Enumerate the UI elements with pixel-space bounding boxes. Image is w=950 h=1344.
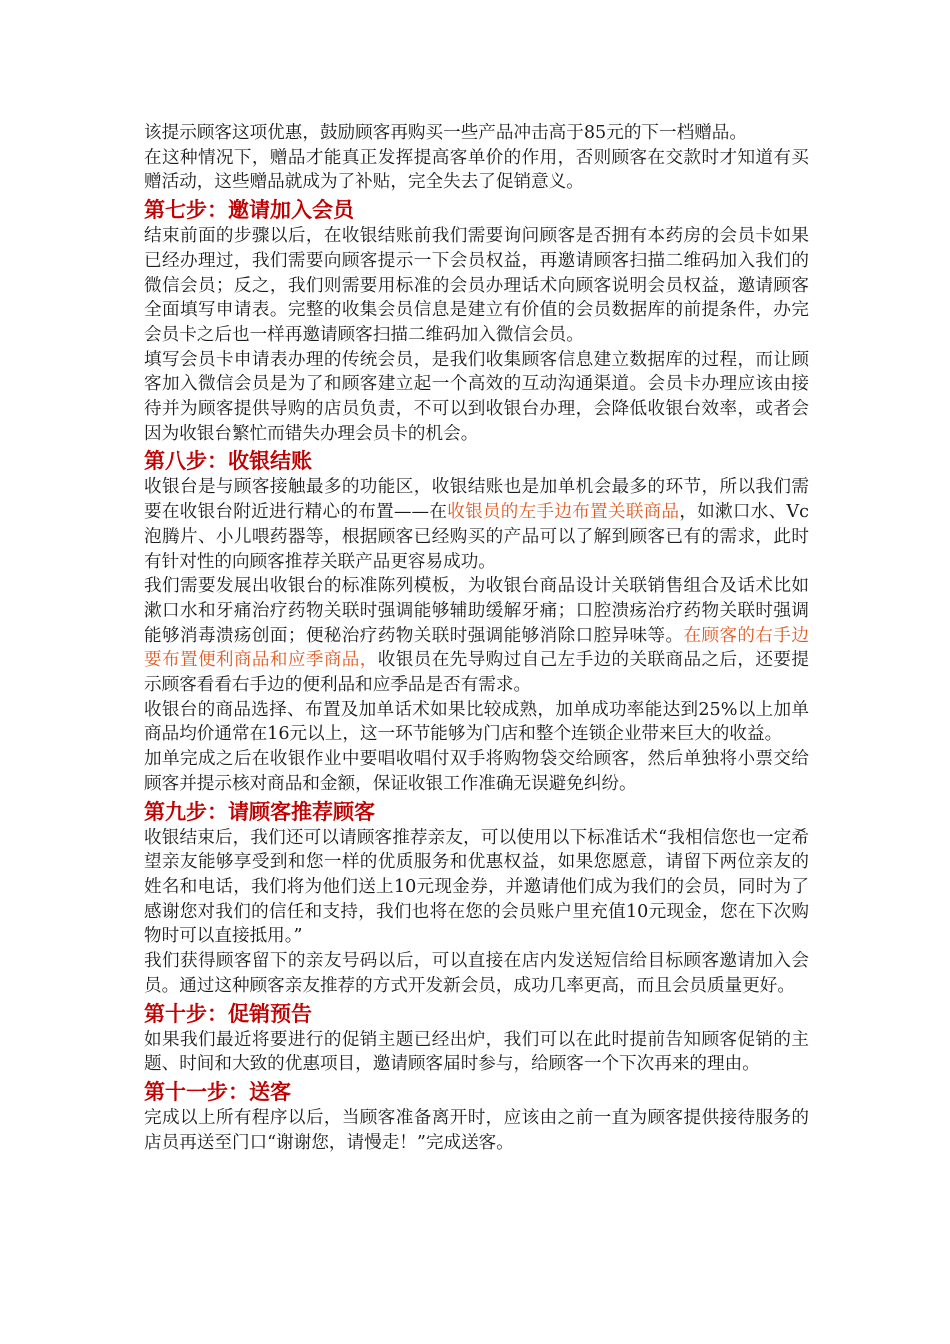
document-page <box>144 121 809 1155</box>
step9-paragraph-1: 收银结束后，我们还可以请顾客推荐亲友，可以使用以下标准话术“我相信您也一定希望亲友能够享受到和您一样的优质服务和优惠权益，如果您愿意，请留下两位亲友的姓名和电话，我们将为他们送上10元现金券，并邀请他们成为我们的会员，同时为了感谢您对我们的信任和支持，我们也将在您的会员账户里充值10元现金，您在下次购物时可以直接抵用。” <box>144 827 809 947</box>
step8-p2-text-b: 收银员在先导购过自己左手边的关联商品之后，还要提示顾客看看右手边的便利品和应季品是否有需求。 <box>144 650 809 696</box>
step9-heading: 第九步：请顾客推荐顾客 <box>144 799 375 824</box>
intro-paragraph-1: 该提示顾客这项优惠，鼓励顾客再购买一些产品冲击高于85元的下一档赠品。 <box>144 123 747 143</box>
step10-paragraph-1: 如果我们最近将要进行的促销主题已经出炉，我们可以在此时提前告知顾客促销的主题、时间和大致的优惠项目，邀请顾客届时参与，给顾客一个下次再来的理由。 <box>144 1029 809 1075</box>
step9-paragraph-2: 我们获得顾客留下的亲友号码以后，可以直接在店内发送短信给目标顾客邀请加入会员。通过这种顾客亲友推荐的方式开发新会员，成功几率更高，而且会员质量更好。 <box>144 951 809 996</box>
step8-paragraph-2 <box>144 574 809 698</box>
step10-heading: 第十步：促销预告 <box>144 1001 312 1026</box>
step8-heading: 第八步：收银结账 <box>144 449 312 474</box>
step8-paragraph-1 <box>144 475 809 574</box>
step8-p1-highlight: 收银员的左手边布置关联商品 <box>447 502 680 523</box>
step8-p1-text-b: ，如漱口水、Vc泡腾片、小儿喂药器等，根据顾客已经购买的产品可以了解到顾客已有的需求，此时有针对性的向顾客推荐关联产品更容易成功。 <box>144 502 809 572</box>
intro-paragraph-2: 在这种情况下，赠品才能真正发挥提高客单价的作用，否则顾客在交款时才知道有买赠活动，这些赠品就成为了补贴，完全失去了促销意义。 <box>144 147 809 193</box>
step7-heading: 第七步：邀请加入会员 <box>144 198 354 223</box>
step7-paragraph-2: 填写会员卡申请表办理的传统会员，是我们收集顾客信息建立数据库的过程，而让顾客加入微信会员是为了和顾客建立起一个高效的互动沟通渠道。会员卡办理应该由接待并为顾客提供导购的店员负责，不可以到收银台办理，会降低收银台效率，或者会因为收银台繁忙而错失办理会员卡的机会。 <box>144 349 809 444</box>
step8-p2-text-a: 我们需要发展出收银台的标准陈列模板，为收银台商品设计关联销售组合及话术比如漱口水和牙痛治疗药物关联时强调能够辅助缓解牙痛；口腔溃疡治疗药物关联时强调能够消毒溃疡创面；便秘治疗药物关联时强调能够消除口腔异味等。 <box>144 576 809 646</box>
step7-paragraph-1: 结束前面的步骤以后，在收银结账前我们需要询问顾客是否拥有本药房的会员卡如果已经办理过，我们需要向顾客提示一下会员权益，再邀请顾客扫描二维码加入我们的微信会员；反之，我们则需要用标准的会员办理话术向顾客说明会员权益，邀请顾客全面填写申请表。完整的收集会员信息是建立有价值的会员数据库的前提条件，办完会员卡之后也一样再邀请顾客扫描二维码加入微信会员。 <box>144 226 809 345</box>
step11-paragraph-1: 完成以上所有程序以后，当顾客准备离开时，应该由之前一直为顾客提供接待服务的店员再送至门口“谢谢您，请慢走！”完成送客。 <box>144 1107 809 1153</box>
step11-heading: 第十一步：送客 <box>144 1079 291 1104</box>
step8-paragraph-4: 加单完成之后在收银作业中要唱收唱付双手将购物袋交给顾客，然后单独将小票交给顾客并提示核对商品和金额，保证收银工作准确无误避免纠纷。 <box>144 749 809 794</box>
step8-p2-highlight: 在顾客的右手边要布置便利商品和应季商品， <box>144 625 809 671</box>
step8-paragraph-3: 收银台的商品选择、布置及加单话术如果比较成熟，加单成功率能达到25%以上加单商品均价通常在16元以上，这一环节能够为门店和整个连锁企业带来巨大的收益。 <box>144 699 809 745</box>
step8-p1-text-a: 收银台是与顾客接触最多的功能区，收银结账也是加单机会最多的环节，所以我们需要在收银台附近进行精心的布置——在 <box>144 477 809 523</box>
